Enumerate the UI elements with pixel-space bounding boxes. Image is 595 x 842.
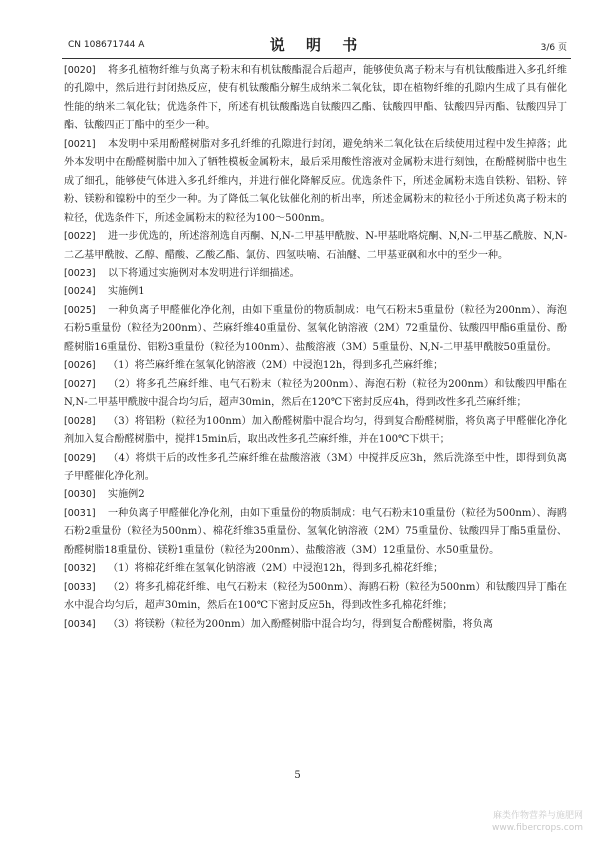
watermark-url: www.fibercrops.com bbox=[492, 823, 583, 833]
document-title: 说 明 书 bbox=[269, 36, 366, 54]
paragraph-number: [0024] bbox=[64, 286, 96, 298]
paragraph-number: [0030] bbox=[64, 489, 96, 501]
paragraph bbox=[64, 413, 567, 450]
paragraph-text: 以下将通过实施例对本发明进行详细描述。 bbox=[108, 267, 300, 279]
paragraph-number: [0032] bbox=[64, 563, 96, 575]
paragraph bbox=[64, 505, 567, 560]
patent-number: CN 108671744 A bbox=[68, 40, 145, 50]
section-heading bbox=[64, 283, 567, 301]
paragraph bbox=[64, 228, 567, 265]
paragraph-text: （2）将多孔棉花纤维、电气石粉末（粒径为500nm）、海鸥石粉（粒径为500nm）和钛酸四异丁酯在水中混合均匀后，超声30min，然后在100℃下密封反应5h，得到改性多孔棉花纤维； bbox=[64, 581, 567, 612]
paragraph bbox=[64, 357, 567, 375]
paragraph-text: 本发明中采用酚醛树脂对多孔纤维的孔隙进行封闭，避免纳米二氧化钛在后续使用过程中发生掉落；此外本发明中在酚醛树脂中加入了牺牲模板金属粉末，最后采用酸性溶液对金属粉末进行刻蚀，在酚醛树脂中也生成了细孔，能够使气体进入多孔纤维内，并进行催化降解反应。优选条件下，所述金属粉末选自铁粉、铝粉、锌粉、镁粉和镍粉中的至少一种。为了降低二氧化钛催化剂的析出率，所述金属粉末的粒径小于所述负离子粉末的粒径，优选条件下，所述金属粉末的粒径为100～500nm。 bbox=[64, 138, 567, 224]
watermark-site-name: 麻类作物营养与施肥网 bbox=[492, 811, 583, 821]
paragraph-number: [0031] bbox=[64, 507, 96, 519]
paragraph-number: [0029] bbox=[64, 452, 96, 464]
paragraph-number: [0034] bbox=[64, 618, 96, 630]
paragraph-number: [0027] bbox=[64, 378, 96, 390]
paragraph-number: [0028] bbox=[64, 415, 96, 427]
header-divider bbox=[62, 58, 571, 59]
paragraph bbox=[64, 62, 567, 136]
paragraph-number: [0025] bbox=[64, 304, 96, 316]
paragraph-number: [0021] bbox=[64, 138, 96, 150]
paragraph bbox=[64, 450, 567, 487]
paragraph bbox=[64, 616, 567, 634]
paragraph-text: 一种负离子甲醛催化净化剂，由如下重量份的物质制成：电气石粉末10重量份（粒径为500nm）、海鸥石粉2重量份（粒径为500nm）、棉花纤维35重量份、氢氧化钠溶液（2M）75重量份、钛酸四异丁酯5重量份、酚醛树脂18重量份、镁粉1重量份（粒径为200nm）、盐酸溶液（3M）12重量份、水50重量份。 bbox=[64, 507, 567, 556]
paragraph bbox=[64, 579, 567, 616]
page-header bbox=[68, 34, 567, 56]
paragraph bbox=[64, 302, 567, 357]
paragraph bbox=[64, 560, 567, 578]
paragraph-number: [0022] bbox=[64, 231, 96, 243]
page-indicator: 3/6 页 bbox=[540, 43, 567, 53]
paragraph-text: （4）将烘干后的改性多孔苎麻纤维在盐酸溶液（3M）中搅拌反应3h，然后洗涤至中性，即得到负离子甲醛催化净化剂。 bbox=[64, 452, 567, 482]
paragraph-number: [0026] bbox=[64, 360, 96, 372]
section-heading bbox=[64, 486, 567, 504]
paragraph-text: （2）将多孔苎麻纤维、电气石粉末（粒径为200nm）、海泡石粉（粒径为200nm）和钛酸四甲酯在N,N-二甲基甲酰胺中混合均匀后，超声30min，然后在120℃下密封反应4h，得到改性多孔苎麻纤维； bbox=[64, 378, 567, 409]
paragraph-number: [0033] bbox=[64, 581, 96, 593]
paragraph-text: 进一步优选的，所述溶剂选自丙酮、N,N-二甲基甲酰胺、N-甲基吡咯烷酮、N,N-二甲基乙酰胺、N,N-二乙基甲酰胺、乙醇、醋酸、乙酸乙酯、氯仿、四氢呋喃、石油醚、二甲基亚砜和水中的至少一种。 bbox=[64, 231, 567, 261]
paragraph-text: （3）将镁粉（粒径为200nm）加入酚醛树脂中混合均匀，得到复合酚醛树脂，将负离 bbox=[108, 618, 493, 630]
paragraph-text: （1）将棉花纤维在氢氧化钠溶液（2M）中浸泡12h，得到多孔棉花纤维； bbox=[108, 563, 444, 575]
paragraph-text: （1）将苎麻纤维在氢氧化钠溶液（2M）中浸泡12h，得到多孔苎麻纤维； bbox=[108, 360, 444, 372]
watermark bbox=[492, 810, 583, 834]
paragraph-text: 一种负离子甲醛催化净化剂，由如下重量份的物质制成：电气石粉末5重量份（粒径为200nm）、海泡石粉5重量份（粒径为200nm）、苎麻纤维40重量份、氢氧化钠溶液（2M）72重量份、钛酸四甲酯6重量份、酚醛树脂16重量份、铝粉3重量份（粒径为100nm）、盐酸溶液（3M）5重量份、N,N-二甲基甲酰胺50重量份。 bbox=[64, 304, 567, 353]
paragraph-text: 实施例1 bbox=[108, 286, 145, 298]
paragraph bbox=[64, 265, 567, 283]
paragraph-number: [0023] bbox=[64, 267, 96, 279]
paragraph-number: [0020] bbox=[64, 65, 96, 76]
paragraph-text: 实施例2 bbox=[108, 489, 145, 501]
document-body bbox=[64, 62, 567, 634]
page-number: 5 bbox=[294, 770, 301, 781]
paragraph bbox=[64, 136, 567, 228]
paragraph bbox=[64, 376, 567, 413]
paragraph-text: （3）将铝粉（粒径为100nm）加入酚醛树脂中混合均匀，得到复合酚醛树脂，将负离子甲醛催化净化剂加入复合酚醛树脂中，搅拌15min后，取出改性多孔苎麻纤维，并在100℃下烘干； bbox=[64, 415, 567, 446]
paragraph-text: 将多孔植物纤维与负离子粉末和有机钛酸酯混合后超声，能够使负离子粉末与有机钛酸酯进入多孔纤维的孔隙中，然后进行封闭热反应，使有机钛酸酯分解生成纳米二氧化钛，即在植物纤维的孔隙内生成了具有催化性能的纳米二氧化钛；优选条件下，所述有机钛酸酯选自钛酸四乙酯、钛酸四甲酯、钛酸四异丙酯、钛酸四异丁酯、钛酸四正丁酯中的至少一种。 bbox=[64, 65, 567, 132]
